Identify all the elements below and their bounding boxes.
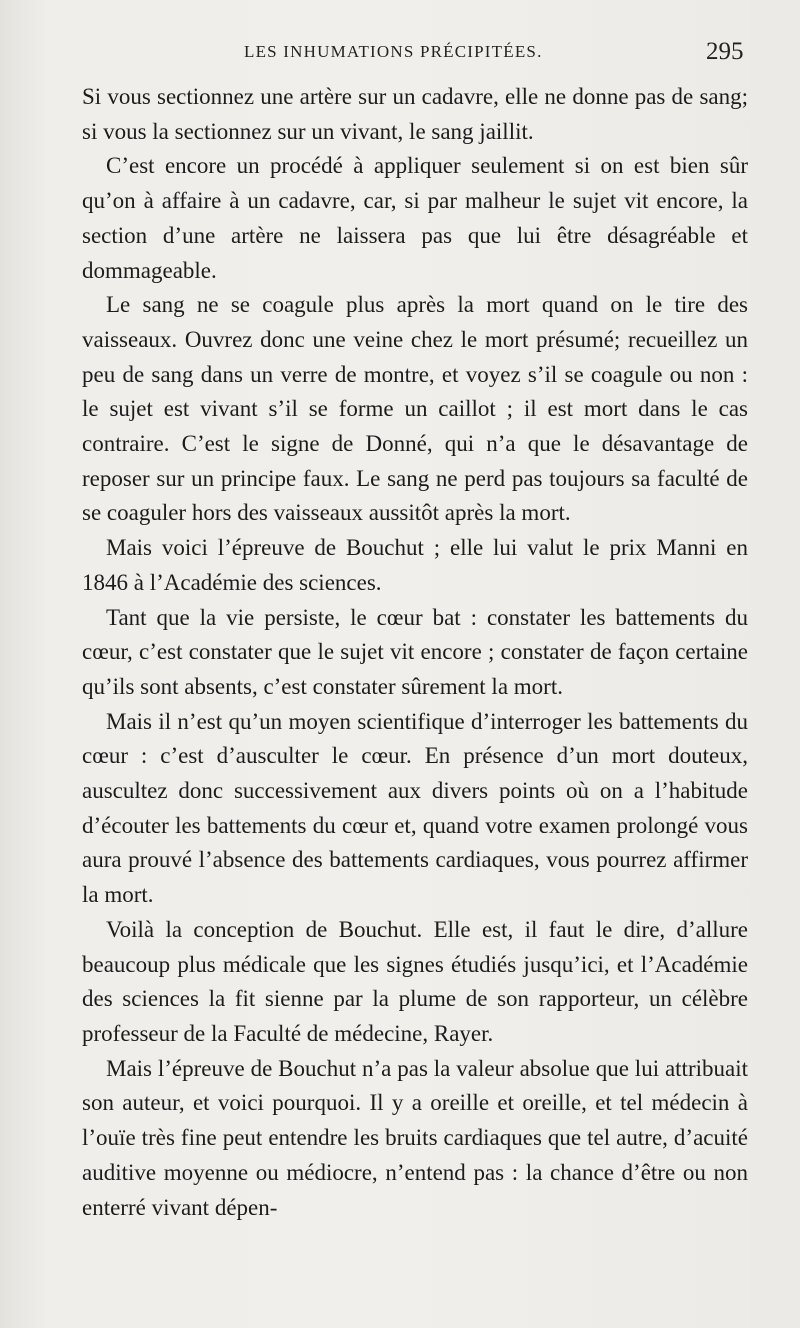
running-title: LES INHUMATIONS PRÉCIPITÉES. bbox=[244, 42, 543, 61]
paragraph: Si vous sectionnez une artère sur un cadavre, elle ne donne pas de sang; si vous la sectionnez sur un vivant, le sang jaillit. bbox=[82, 84, 748, 144]
paragraph: Voilà la conception de Bouchut. Elle est, il faut le dire, d’allure beaucoup plus médicale que les signes étudiés jusqu’ici, et l’Académie des sciences la fit sienne par la plume de son rapporteur, un célèbre professeur de la Faculté de médecine, Rayer. bbox=[82, 916, 748, 1046]
paragraph: Mais voici l’épreuve de Bouchut ; elle lui valut le prix Manni en 1846 à l’Académie des sciences. bbox=[82, 535, 748, 595]
paragraph: Mais l’épreuve de Bouchut n’a pas la valeur absolue que lui attribuait son auteur, et voici pourquoi. Il y a oreille et oreille, et tel médecin à l’ouïe très fine peut entendre les bruits cardiaques que tel autre, d’acuité auditive moyenne ou médiocre, n’entend pas : la chance d’être ou non enterré vivant dépen- bbox=[82, 1055, 748, 1220]
page-header bbox=[0, 38, 800, 78]
body-text bbox=[82, 80, 748, 1225]
paragraph: Tant que la vie persiste, le cœur bat : constater les battements du cœur, c’est constater que le sujet vit encore ; constater de façon certaine qu’ils sont absents, c’est constater sûrement la mort. bbox=[82, 604, 748, 699]
page-number: 295 bbox=[706, 38, 744, 65]
paragraph: Mais il n’est qu’un moyen scientifique d’interroger les battements du cœur : c’est d’ausculter le cœur. En présence d’un mort douteux, auscultez donc successivement aux divers points où on a l’habitude d’écouter les battements du cœur et, quand votre examen prolongé vous aura prouvé l’absence des battements cardiaques, vous pourrez affirmer la mort. bbox=[82, 708, 748, 908]
paragraph: C’est encore un procédé à appliquer seulement si on est bien sûr qu’on à affaire à un cadavre, car, si par malheur le sujet vit encore, la section d’une artère ne laissera pas que lui être désagréable et dommageable. bbox=[82, 153, 748, 283]
paragraph: Le sang ne se coagule plus après la mort quand on le tire des vaisseaux. Ouvrez donc une veine chez le mort présumé; recueillez un peu de sang dans un verre de montre, et voyez s’il se coagule ou non : le sujet est vivant s’il se forme un caillot ; il est mort dans le cas contraire. C’est le signe de Donné, qui n’a que le désavantage de reposer sur un principe faux. Le sang ne perd pas toujours sa faculté de se coaguler hors des vaisseaux aussitôt après la mort. bbox=[82, 292, 748, 526]
